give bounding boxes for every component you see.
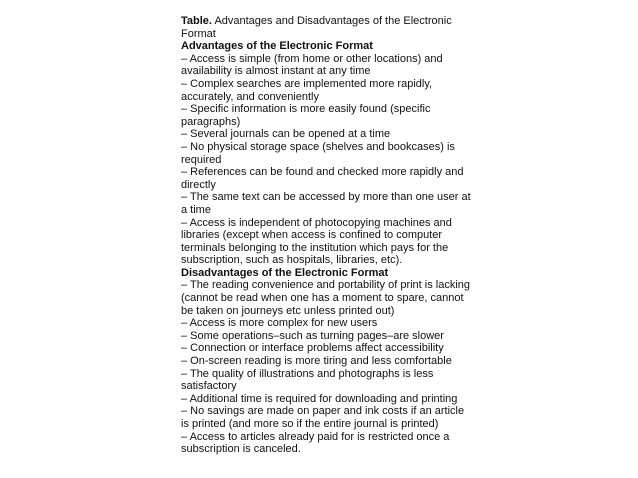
advantage-item: – The same text can be accessed by more than one user at a time xyxy=(181,191,474,216)
disadvantages-heading: Disadvantages of the Electronic Format xyxy=(181,266,389,279)
caption-text: Advantages and Disadvantages of the Electronic Format xyxy=(181,15,455,40)
advantage-item: – No physical storage space (shelves and bookcases) is required xyxy=(181,140,458,166)
advantage-item: – Access is simple (from home or other locations) and availability is almost instant at any time xyxy=(181,52,446,78)
disadvantage-item: – The reading convenience and portability of print is lacking (cannot be read when one has a moment to spare, cannot be taken on journeys etc unless printed out) xyxy=(181,279,474,317)
disadvantage-item: – Connection or interface problems affect accessibility xyxy=(181,342,444,355)
advantage-item: – Several journals can be opened at a time xyxy=(181,128,391,141)
disadvantage-item: – The quality of illustrations and photographs is less satisfactory xyxy=(181,367,437,393)
disadvantage-item: – On-screen reading is more tiring and less comfortable xyxy=(181,355,452,368)
advantage-item: – Access is independent of photocopying machines and libraries (except when access is confined to computer terminals belonging to the institution which pays for the subscription, such as hospitals, libraries, etc). xyxy=(181,216,455,267)
disadvantage-item: – No savings are made on paper and ink costs if an article is printed (and more so if the entire journal is printed) xyxy=(181,405,468,430)
disadvantage-item: – Access is more complex for new users xyxy=(181,317,378,330)
advantage-item: – Complex searches are implemented more rapidly, accurately, and conveniently xyxy=(181,77,436,103)
document-page xyxy=(181,15,474,456)
caption-label: Table. xyxy=(181,15,212,27)
disadvantage-item: – Additional time is required for downloading and printing xyxy=(181,392,458,405)
advantages-heading: Advantages of the Electronic Format xyxy=(181,40,373,53)
disadvantage-item: – Access to articles already paid for is restricted once a subscription is canceled. xyxy=(181,430,453,456)
advantage-item: – Specific information is more easily found (specific paragraphs) xyxy=(181,103,434,128)
table-caption xyxy=(181,15,471,40)
disadvantage-item: – Some operations–such as turning pages–are slower xyxy=(181,329,444,342)
advantage-item: – References can be found and checked more rapidly and directly xyxy=(181,166,467,191)
